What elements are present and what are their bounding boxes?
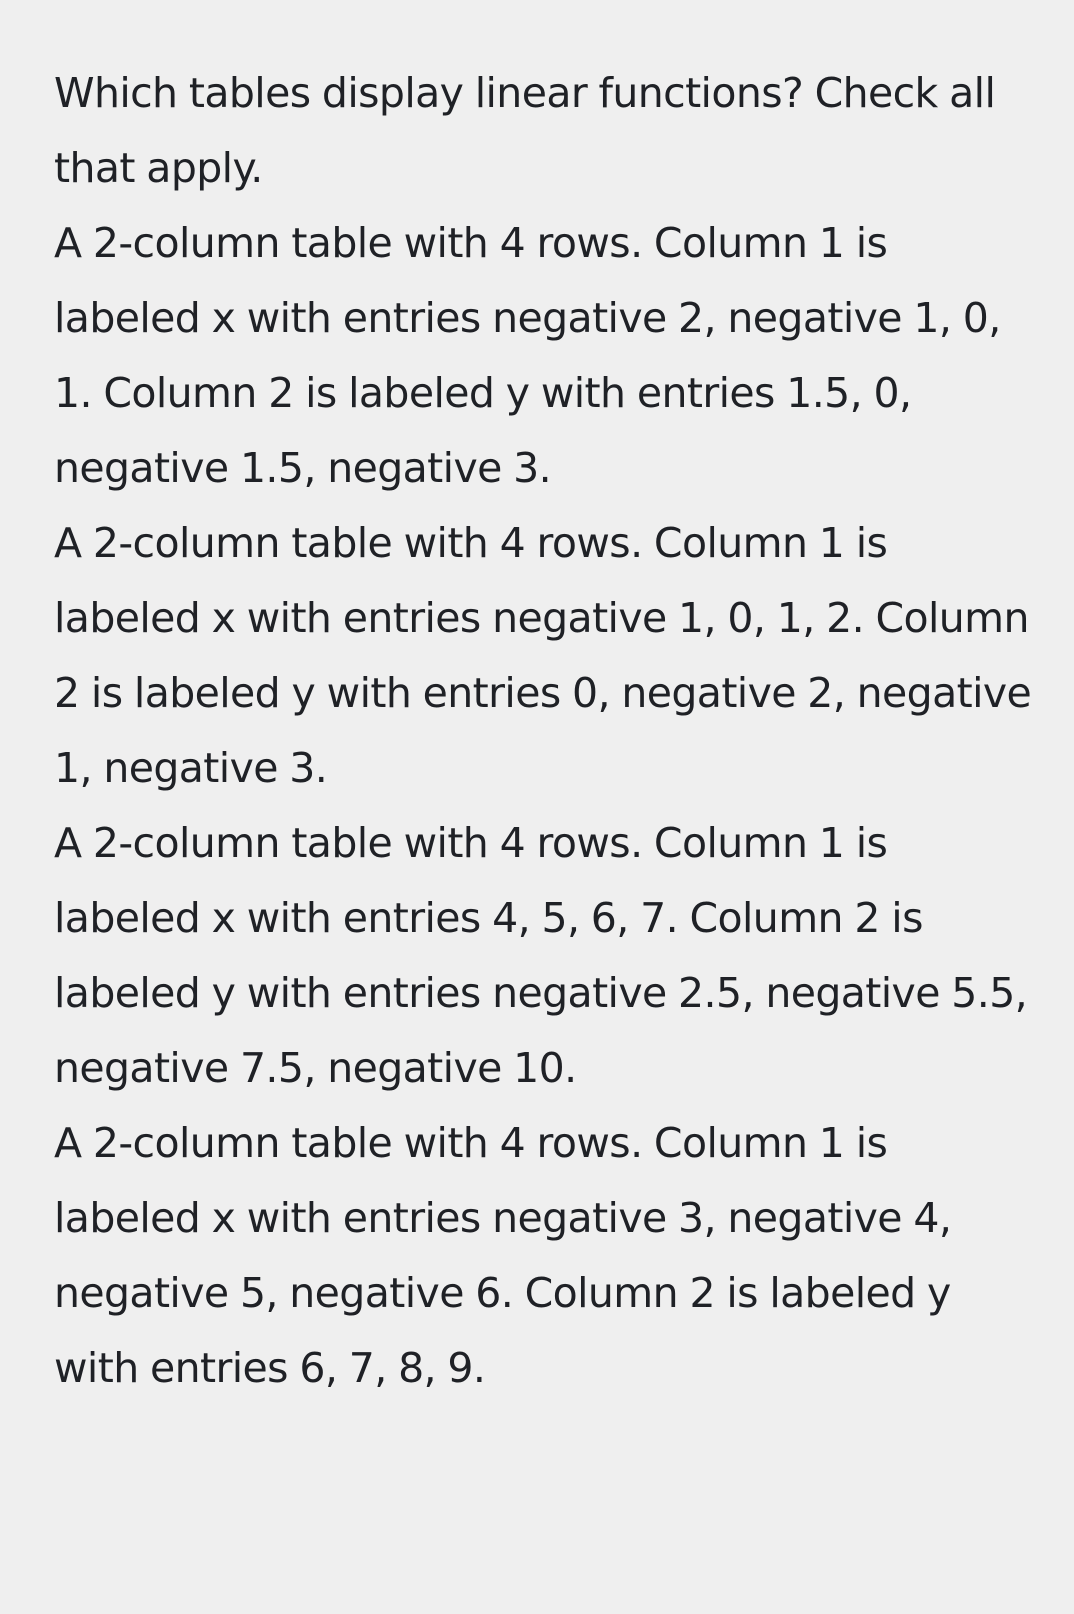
answer-option-4[interactable]: A 2-column table with 4 rows. Column 1 is labeled x with entries negative 3, negative 4, negative 5, negative 6. Column 2 is labeled y with entries 6, 7, 8, 9. [54, 1119, 952, 1392]
answer-option-2[interactable]: A 2-column table with 4 rows. Column 1 is labeled x with entries negative 1, 0, 1, 2. Column 2 is labeled y with entries 0, negative 2, negative 1, negative 3. [54, 519, 1032, 792]
question-prompt: Which tables display linear functions? Check all that apply. [54, 69, 996, 192]
answer-option-1[interactable]: A 2-column table with 4 rows. Column 1 is labeled x with entries negative 2, negative 1, 0, 1. Column 2 is labeled y with entries 1.5, 0, negative 1.5, negative 3. [54, 219, 1001, 492]
answer-option-3[interactable]: A 2-column table with 4 rows. Column 1 is labeled x with entries 4, 5, 6, 7. Column 2 is labeled y with entries negative 2.5, negative 5.5, negative 7.5, negative 10. [54, 819, 1028, 1092]
